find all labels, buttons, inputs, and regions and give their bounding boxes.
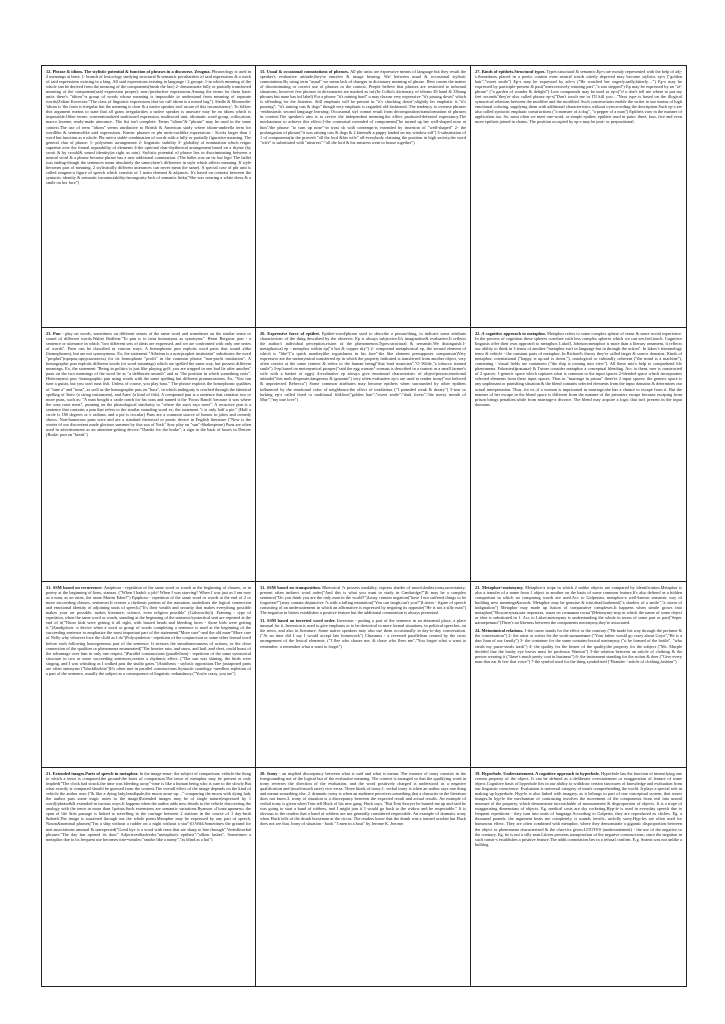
note-body: - play on words, sometimes on different senses of the same word and sometimes on the similar sense or sound of different words.Walter Redfern:"To pun is to treat homonyms as synonyms". Henri Bergson: pun - a sentence or utterance in which "two different sets of ideas are expressed, and we are confronted with only one series of words". Puns can be classified in various ways. A homophonic pun exploits word pairs that sound alike (homophones), but are not synonymous. Ex, the statement "Atheism is a non-prophet institution" substitutes the word "prophet"(пророк,предсказатель) for its homophone "profit" in the common phrase "non-profit institution". A homographic pun exploits different words (or word meanings) which are spelled the same way, but possess different meanings. Ex, the statement "Being in politics is just like playing golf: you are trapped in one bad lie after another" puns on the two meanings of the word lie as "a deliberate untruth" and as "the position in which something rests". Heteronymic pun -homographic pun using words with the same spelling but different pronunciations. Ex, "You can tune a guitar, but you can't tuna fish. Unless of course, you play bass." The phrase exploits the homophonic qualities of "tune a" and "tuna", as well as the homographic pun on "bass", in which ambiguity is reached through the identical spelling of /beis/ (a string instrument), and /bæs/ (a kind of fish). A compound pun is a sentence that contains two or more puns, such as: "A man bought a cattle ranch for his sons and named it the 'Focus Ranch' because it was where the sons raise meat", punning on the phonological similarity to "where the sun's rays meet". A recursive pun is a sentence that contains a pun that refers to the similar sounding word ex, the statement "r is only half a pie." (Half a circle is 180 degrees or π radians, and a pie is circular) Puns are a common source of humor in jokes and comedy shows. Non-humorous puns were and are a standard rhetorical or poetic device in English literature ("Now is the winter of our discontent made glorious summer by this son of York" Son: play on "sun"-Shakespeare) Puns are often used in advertisement as an attention-getting device:"Thanks for the brake", a sign in the back of buses in Denver (Brake: pun on "break") bbox=[46, 331, 251, 437]
note-heading: 12. Phrase & idiom. The stylistic potential & function of phrases in a discourse. Zeugma. bbox=[46, 69, 211, 74]
note-body: 1-the cause stands for the effect or the contrary ("He made his way through the perfume & the conversation") 2- the artist or writer for the work-назначение ("Your father would go crazy about Goya","He is a dun Juan of our family") 3- the container for the same contains-lexical metonymy ("u be formed of the bottle", "who steals my purse-steals trash") 4- the quality for the bearer of the quality,the property for the subject ("Ms. Murple decided that the busby eye brows must be professor Wanton") 5-the relation between an article of clothing & the person wearing it ("there's much pretty coat in business") 6- the instrument standing for the action & doer ("Give every man thar ear & few that voice") 7-the symbol used for the thing symbolized ("Brander - article of clothing,fashion") bbox=[475, 628, 682, 664]
note-text bbox=[260, 69, 466, 145]
note-text bbox=[260, 771, 466, 827]
note-body: In the image:tenor- the subject of comparison; vehicle-the thing to which a tenor is compared,the ground-the basis of comparison.The tenor of metaphor may be present or only implied("The clock had struck,the time was bleeding away"-time is like a human being who is sure to die slowly.But what exactly is compared should be guessed from the context.The overall effect of the image depends on the kind of vehicle the author uses ("& like a dying lady,lean&pale,the moon arose up…"-comparing the moon with dying lady the author puts some tragic notes to the image)Extended images may be of single nature(expressed by 1 word)/phrase&& extended in various ways.It happens when the author adds new details to the vehicle discovering the analogy with the tenor in more than 1points.Such extensions are semantic variations.Ryanson «Голая кровать» the span of life &its passage is linked to travelling in the carriage between 2 stations in the course of 1 day-birth &death.The image is sustained through out the whole poem.Metaphor may be expressed by any part of speech. Nouns&nominal phrases("I'm a ship without a rudder on a night without a star")O.Wild.Sometimes the ground for met.associations unusual & unexpected("Good bye is a word with tears that are sharp to bite through" Verbs&verbal phrases:"The day has opened its door" Adjectives&adverbs:"metaphoric epithets":"silken lashes". Sometimes a metaphor due to its frequent use becomes trite=similes:"smoke like a tunny","as blind as a bat") bbox=[46, 771, 251, 842]
note-heading: 21. Extended images.Parts of speech in metaphor. bbox=[46, 771, 139, 776]
note-cell-epithets bbox=[471, 66, 686, 328]
note-body: Phraseology is used in 2 meanings at least: 1- branch of lexicology studying structural & semantic peculiarities of said expressions & a stock of said expressions existing in a lang. All said expressions existing in language / 2 groups: 1-in which meaning of the whole can be derived from the meaning of the components(break the law) 2- demonstrate fully or partially transferred meaning of the component(said expression proper): non-/productive expressions.Among the terms for these basic units there's "idiom"-a group of words whose meaning is impossible to understand from meaning of separate words(Zoltan Kovecses:"The class of linguistic expressions that we call idiom is a mixed bag"). Siedle & Mcmordie: 'idiom is 'the form is irregular but the meaning is clear & a native speaker isn't aware of this inconsistency'. To follow this argument means to state that all gram irregularities a native speaker is unaware may be an idiom which is impossible.Other terms: conventionalized multiword expression, multiword unit, idiomatic word group, collocation, macro lexeme, ready-made utterance.. The list isn't complete: Terms "idiom"& "phrase" may be used in the same context.The use of term "idiom" seems attributive to British & American study where idiom-umbrella term for wordlike & sentencelike said expressions. Kunin: phrases or phr units-suchlike expressions - Kocks larger than 1 word but function as a whole. Phr unit-a stable combination of words with a fully or partially figurative meaning. The general char of phrase: 1- polysemic arrangement 2- linguistic stability 3- globality of nomination which reigns supreme over the formal separability of elements 4-the optional char-rhythmical arrangement based on a rhyme (by swoit & by crookl& sound identity(as right as rain). Stylistic potential of phrase lies in discriminating between a neutral word & a phrase because phrase has a new additional connotation. (The ballet was on its last legs/ The ballet was ending-though the sentences mean absolutely the same,there's difference in style which affects meaning. If style becomes part of meaning, 2 stylistically different utterances can never mean the same). A special case of phr unit is called zeugma-a figure of speech which consists of 1 main element & adjuncts. It's based on contrast between the syntactic identity & semantic incontactability/incongruity-lack of semantic links("She was wearing a white dress & a smile on her face") bbox=[46, 69, 251, 186]
note-heading: 19. Hyperbole. Understatement. A cognitive approach to hyperbole. bbox=[475, 771, 600, 776]
note-body: Metaphor refers to some complex sphere of sense & some social experience. In the process of cognition these spheres correlate with less complex spheres which we can see,feel,touch. Cognitive linguists offer their own approach to metaphor. Lakoff, Johnson:metaphor is more than a literary ornament, it reflects our ability to think in 3 terms of another-"metaphor isn't in language but in through the action". In lakov's terminology tenor & vehicle - the constant parts of metaphor. In Richard's theory they're called target & source domains. Kinds of metaphor: orientational ("happy is up.sad is down."), ontological or culturally coherent ("the mind is a machine"), containing - visual fields are containers ("the ship is coming into view"). All these mtx's help to comprehend life phenomena. Fokonier(фоконье) & Turner consider metaphor a conceptual blending. Acc to them, mer is constructed of 2 spaces: 1-generic space which captures what is common to the input spaces 2-blended space which incorporates selected elements from these input spaces. Thus in "marriage in prison" there're 2 input spaces: the generic space is any unpleasant or punishing situation & the blend contains selected elements from the input domains & determines our actual interpretation. Thus, for ex.,if a woman is imprisoned in marriage,she has a chance to escape from it. But the manner of her escape in the blend space is different from the manner of the prisoners escape because escaping from prison brings penalties,while from marriage-a divorce. The blend may acquire a logic that isn't present in the input domains. bbox=[475, 331, 683, 407]
note-body: Epithet-word/phrase used to describe a person/thing, to indicate some attribute characteristic of the thing described by the observer. Ep is always subjective.It's imaginative& evaluative.It reflects the author's individual perception,vision of the phenomenon.Types:structural & semantic.We distinguish:1- metaphorical ep - metaphor within ep("a hot & copper sky") 2- compound metaphorical ep, the second element of which is "like"("a quick monkeylike roguishness in his face"-the like element presupposes comparison)Very expressive are the metonymical transferred ep in which the property indicated is transferred from another object, very often coexist at the same context & refers to the human being("that loud musician","O Wilde,"a tobacco stained smile") 3-ep based on metonymical prosper("said the egg woman"-woman is described in a context as a small farmer's wife with a basket of eggs) 4-evaluative ep always give emotional characteristic of object/person,emotional attitude("this mob desperate,dangerous & ignorant") very often evaluative ep-s are used to render irony("our beloved & unprotected Rebecca") Some common attributes may become epithets when surrounded by other epithets influenced by the emotional color of neighbours-the effect of irradiation ("I pounded weak & dreary") 5-true or lurking ep-s called fixed or traditional folklore("golden hair";"sweet smile";"dark forest";"the merry month of May";"my true love") bbox=[260, 331, 466, 402]
note-text bbox=[475, 628, 682, 663]
note-text bbox=[475, 771, 682, 847]
note-heading: 31. SSM based on inverted word order. bbox=[260, 618, 336, 624]
note-heading: 31. SSM based on recurrence: bbox=[46, 585, 103, 590]
note-text bbox=[46, 585, 251, 676]
note-text bbox=[260, 331, 466, 402]
note-text bbox=[46, 69, 251, 185]
note-body: Rhetorical ?s possess modality, express shades of mood,doubts,irony,uncertainty; present often indirect word order("And this is what you want to study in Cambridge?")It may be a complex sentence("Do you think you are the only man in the world?")Lmay contain negation("have I not suffered things to be forgotten?"),may contain disjunctive ?s with a falling intonation("You can laugh,can't you?")Litotes - figure of speech consisting of an understatement in which an affirmative is expressed by negating its opposite("He is not a silly man") The negation in litotes establishes a positive feature but the additional connotation is always presented. bbox=[260, 585, 466, 616]
note-cell-connotations bbox=[256, 66, 471, 328]
note-heading: 27. Kinds of epithets.Structural types. bbox=[475, 69, 546, 74]
note-body: Types:structural & semantic.Ep-s are mostly represented with the help of adj-s.Sometimes placed in a poetic context even neutral words utterly deprived may become stylistic ep-s ("golden hair","sweet smile") Ep-s may be expressed by adv-s ("He watched her eagerly,sadly,bitterly…") Ep-s may be expressed by participle-present & past("unexcessively winning part","a star stepped") Ep may be expressed by an "of-phrase" ("a garden of wonder & delight") Lose compounds may be used as ep-s("if u don't tell me where to put my feet seconds"they're also called phrase ep-s("Don't touch me or I'll kill you…"Next type is based on the illogical syntactical relations between the modifier and the modified. Such constructions enable the writer to use means of high emotional coloring, supplying them with additional characteristics without overcrowding the description.Such ep-s are also called syntactic emphatic constructions ("a monster of a dog", "a pepper of a man") Epithets vary in the manner of application too. So, most often we meet one-word, or simple epithet; epithets used in pairs: three, four, five and even more epithets joined in chains. The position occupied by ep-s may be post- or prepositional. bbox=[475, 69, 682, 125]
note-cell-hyperbole bbox=[471, 768, 686, 986]
note-body: Anaphora - repetition of the same word or words at the beginning of clauses, or in poetry at the beginning of lines, stanzas. ("When I hadn't a job? When I was starving? When I was just as I am now as a man, as an artist, the same Martin Eden?") Epiphora - repetition of the same word or words at the end of 2 or more succeeding clauses, sentences.It creates a rhythmic pattern of the narration, underlines the logical connection and emotional identity of adjoining units of speech.("It's their wealth and security that makes everything possible makes your art possible, makes literature, science, even religion possible" (Galsworthy)). Framing - type of repetition, when the same word or words, standing at the beginning of the sentence/syntactical unit are repeated at the end of it("Those kids were getting it all right, with busted heads and bleeding faces - those kids were getting it.")Anadiplosis -a device when a word or group of words completing a sentence is used at the beginning of the succeeding sentence to emphasize the most important part of the statement("More care"-and the old man-"More care of Nelly why whoever love the child as I do")Polysyndeton - repetition of the conjunction or some other formal word before each following homogeneous part of the sentence. It stresses the simultaneousness of actions, or the close connection of the qualities or phenomena enumerated("The heavier rain, and snow, and hail, and sleet, could boast of the advantage over him in only one respect.")Parallel constructions (parallelism) - repetition of the same syntactical structure in two or more succeeding sentences,creates a rhythmic effect. ("The sun was shining, the birds were singing, and I was whistling as I walked past the studio gates.")Antithesis - stylistic opposition.The juxtaposed parts are often antonyms ("black&white")It's often met in parallel constructions.Syntactic tautology -needless repletion of a part of the sentence, usually the subject as a consequence of linguistic redundancy.("You're crazy, you are") bbox=[46, 585, 251, 676]
note-text bbox=[475, 69, 682, 125]
note-text bbox=[260, 585, 466, 615]
note-body: Metaphor-a trope in which 2 unlike objects are compared by identification.Metaphor is also a transfer of a name from 1 object to another on the basis of some common feature.It's also defined as a hidden comparison in which no comparing words are used.Acc to Galperian, metaphor-a well-known semantic way of building new meanings&words. Metaphor may be genuine & trite,dead,harkened("a shadow of a smile","a storm of indignation") Metaphor may made up fusion of comparative complexes.It happens when simile grows into metaphor("Slow,везучая,как черепаха, плыл из сознания тоска")Metonymy-trop in which the name of some object or idea is substituted in 1. Acc to Lakov,metonymy is understanding the whole in terms of some part or part("берег насмерешки")There's no likeness between the components metonymy,they're associated. bbox=[475, 585, 682, 626]
note-body: All phr units are expressive means of language but they result the speaker's evaluative attitude,they're emotive & image bearing. We/ between usual & occasional stylistic connotations.By using term "usual" we mean lack of changes in dictionary meaning of phrase. Here comes the matter of discriminating or correct use of phrases in the context. People believe that phrases are restricted to informal situations, however few phrases in dictionaries are marked as inf.(In Collin's dictionary of idioms 49 hand & 33hang phrases but none has inf label) For a phrase "it's raining hard" u may choose very expressive "it's pissing down" which is offending for the listeners. Still emphasis will be present in "it's chucking down";slightly les emphatic is "it's pouring"; "it's raining cats & dogs" though very emphatic is regarded old-fashioned. The tendency to overuse phrases -enthusiastic second language learning: Occasional styl connot result from decomposition/transformation of phrases in context.The speaker's aim is to revive the independent meaning.the effect produced-defeated expectancy.The mechanisms to achieve this effect:1-the contextual extended of components("he turned up her well-shaped nose at him"/the phrase "to turn up nose"-to treat sb with contempt-is extended by insertion of "well-shaped" 2- the prolongation of phrase("it was raining cats & dogs & 2 kittens& a puppy landed on my window-sill") 3-substitution of 1 of components(in the proverb "all the lord &his wife" all-everybody claiming the position in high society,the word "wife" is substituted with "mistress"-"all the lord & his mistress went to house together") bbox=[260, 69, 466, 145]
note-heading: 15. Usual & occasional connotations of phrases. bbox=[260, 69, 350, 74]
note-cell-recurrence bbox=[42, 582, 256, 768]
note-text bbox=[475, 585, 682, 625]
note-heading: 23. Metaphor+metonymy. bbox=[475, 585, 524, 590]
note-cell-irony bbox=[256, 768, 471, 986]
note-cell-epithet-force bbox=[256, 328, 471, 582]
note-cell-transposition-inversion bbox=[256, 582, 471, 768]
note-body: - an implied discrepancy between what is said and what is meant. The essence of irony consists in the foregrounding not of the logical but of the evaluative meaning. The context is arranged so that the qualifying word in irony reverses the direction of the evaluation, and the word positively charged is understood as a negative qualification and (much-much rarer) vice versa. Three kinds of irony:1. verbal irony is when an author says one thing and means something else. 2. dramatic irony is when an audience perceives something that a character in the literature does not know.3. irony of situation is a discrepancy between the expected result and actual results. An example of verbal irony is given when Tom tell Huck of his new gang. Huck says, "But Tom Sawyer he hunted me up and said he was going to start a band of robbers, and I might join if I would go back to the widow and be respectable." It is obvious to the readers that a band of robbers are not generally considered respectable. An example of dramatic irony when Huck tells of the drunk horseman at the circus. The readers know that the drunk was a trained acrobat but Huck does not see that. Irony of situation - book "3 men in a boat" by Jerome K. Jerome. bbox=[260, 771, 466, 827]
note-cell-extended-images bbox=[42, 768, 256, 986]
note-cell-cognitive-metaphor bbox=[471, 328, 686, 582]
note-text bbox=[46, 331, 251, 437]
note-text bbox=[260, 618, 466, 648]
notes-grid bbox=[41, 65, 687, 987]
note-cell-pun bbox=[42, 328, 256, 582]
note-heading: 22. A cognitive approach to metaphor. bbox=[475, 331, 546, 336]
note-body: Hyperbole has the function of intensifying one certain property of the object. It can be defined as a deliberate overstatement or exaggeration of feature of some object.Cognitive basis of hyperbole lies in our ability to withdraw certain structures of knowledge and evaluation from our linguistic conscience. Evaluation is universal category of man's comprehending the world. It plays a special role in making up hyperbole. Hyp-le is also linked with imagery, as it belongs to part of one conceptual system, that stores images.In hyp-le the mechanism of contrasting involves the movement of the components from real into unreal measure of the property, which demonstrate incroachable of measurement & disproportion of objects. It is a trope of exaggerating dimensions of objects. Eg. medical costs are sky rocketing.Hyp-le is used in everyday speech due to frequent repetitions - they turn into units of language.According to Galperin, they are reproduced as cliches. Eg. a thousand pounds, the argument beats me completely, it sounds terrific, awfully sorry.Hyp-les are often used for humorous effect. They are often combined with metaphor, where they demonstrate a gigantic disproportion between the object or phenomena characterized & the char-tics given.LITOTES (understatement) - the use of the negative or the contrary. Eg. he is not a silly man.Litotes presents transposition of the negative constructions, since the negation in such constr-s establishes a positive feature.The addit.connotation lies in a refusal confirm. E.g. Soams was not unlike a bulldog. bbox=[475, 771, 682, 847]
note-text bbox=[475, 331, 682, 407]
note-heading: 31. SSM based on transposition. bbox=[260, 585, 321, 590]
note-heading: 20. Irony bbox=[260, 771, 278, 776]
note-heading: 26. Expressive force of epithet. bbox=[260, 331, 320, 336]
note-cell-metaphor-metonymy bbox=[471, 582, 686, 768]
note-body: Inversion - putting a part of the sentence in an abnormal place, a place unusual for it. Inversion is used to give emphasis or to be rhetorical in more formal situations, in political speeches, on the news, and also in literature. Some native speakers may also use them occasionally in day-to-day conversation. ("At no time did I say I would accept late homework") Chiasmus - a reversed parallelism created by the cross arrangement of the lexical elements. ("I flee who chases me, & chase who flees me","You forget what u want to remember, u remember what u want to forget") bbox=[260, 618, 466, 649]
note-text bbox=[46, 771, 251, 842]
note-heading: 24. Metonimical relations. bbox=[475, 628, 524, 634]
note-heading: 23. Pun bbox=[46, 331, 61, 336]
note-cell-phrase-idiom bbox=[42, 66, 256, 328]
